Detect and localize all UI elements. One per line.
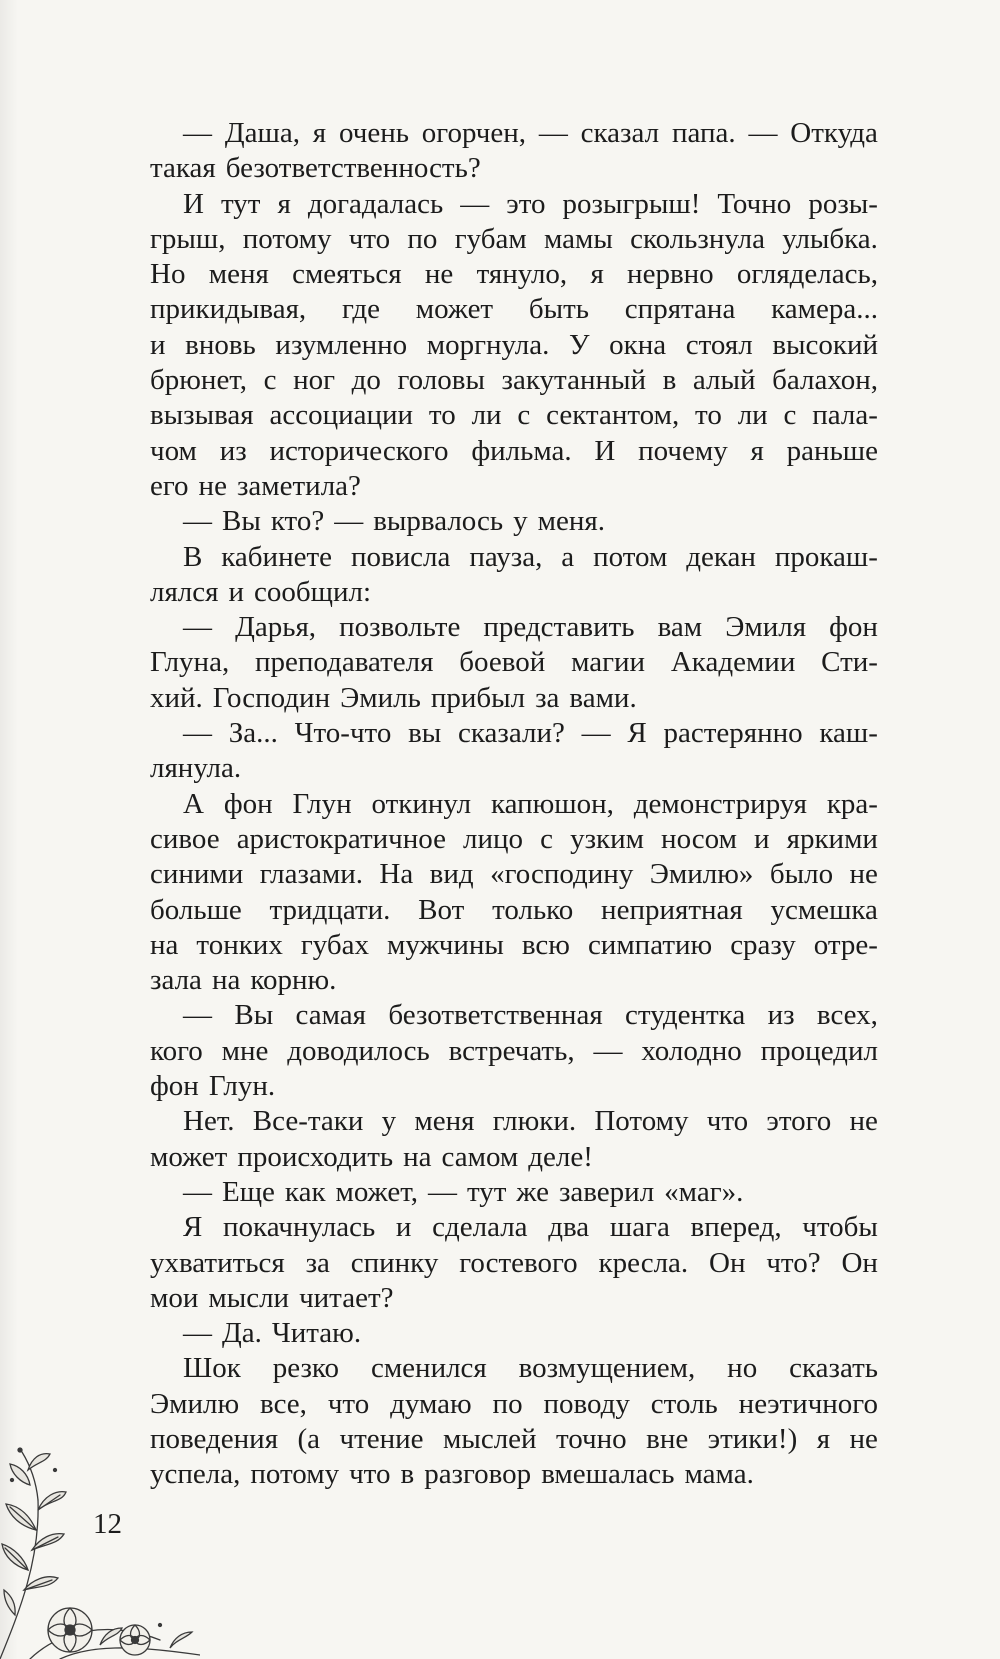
floral-ornament-icon	[0, 1440, 200, 1659]
text-line: — За... Что-что вы сказали? — Я растерянно каш-	[183, 717, 878, 750]
text-line: брюнет, с ног до головы закутанный в алый балахон,	[150, 364, 878, 397]
text-line: Эмилю все, что думаю по поводу столь неэтичного	[150, 1387, 878, 1420]
text-line: лянула.	[150, 752, 242, 785]
text-line: И тут я догадалась — это розыгрыш! Точно розы-	[183, 187, 878, 220]
text-line: А фон Глун откинул капюшон, демонстрируя кра-	[183, 787, 878, 820]
text-line: кого мне доводилось встречать, — холодно процедил	[150, 1034, 878, 1067]
text-line: может происходить на самом деле!	[150, 1140, 593, 1173]
text-line: фон Глун.	[150, 1070, 276, 1103]
text-line: на тонких губах мужчины всю симпатию сразу отре-	[150, 928, 878, 961]
text-line: — Даша, я очень огорчен, — сказал папа. — Откуда	[183, 117, 878, 149]
text-line: хий. Господин Эмиль прибыл за вами.	[150, 681, 637, 714]
text-line: Но меня смеяться не тянуло, я нервно огляделась,	[150, 258, 878, 291]
text-line: — Дарья, позвольте представить вам Эмиля фон	[183, 611, 878, 644]
text-line: — Вы самая безответственная студентка из всех,	[183, 999, 878, 1032]
text-line: Шок резко сменился возмущением, но сказать	[183, 1352, 878, 1385]
text-line: — Еще как может, — тут же заверил «маг».	[183, 1175, 744, 1208]
text-line: зала на корню.	[150, 964, 337, 997]
text-line: Нет. Все-таки у меня глюки. Потому что этого не	[183, 1105, 878, 1138]
text-line: — Вы кто? — вырвалось у меня.	[183, 505, 605, 538]
page-text	[150, 116, 878, 1493]
text-line: успела, потому что в разговор вмешалась мама.	[150, 1458, 754, 1491]
text-line: вызывая ассоциации то ли с сектантом, то ли с пала-	[150, 399, 878, 432]
text-line: лялся и сообщил:	[150, 575, 372, 608]
text-line: прикидывая, где может быть спрятана камера...	[150, 293, 878, 326]
text-line: В кабинете повисла пауза, а потом декан прокаш-	[183, 540, 878, 573]
text-line: Глуна, преподавателя боевой магии Академии Сти-	[150, 646, 878, 679]
text-line: Я покачнулась и сделала два шага вперед, чтобы	[183, 1211, 878, 1244]
text-line: ухватиться за спинку гостевого кресла. Он что? Он	[150, 1246, 878, 1279]
text-line: грыш, потому что по губам мамы скользнула улыбка.	[150, 222, 878, 255]
text-line: сивое аристократичное лицо с узким носом и яркими	[150, 822, 878, 855]
text-line: синими глазами. На вид «господину Эмилю» было не	[150, 858, 878, 891]
text-line: мои мысли читает?	[150, 1281, 394, 1314]
text-line: и вновь изумленно моргнула. У окна стоял высокий	[150, 328, 878, 361]
text-line: чом из исторического фильма. И почему я раньше	[150, 434, 878, 467]
text-line: больше тридцати. Вот только неприятная усмешка	[150, 893, 878, 926]
page-number: 12	[93, 1508, 122, 1540]
text-line: поведения (а чтение мыслей точно вне этики!) я не	[150, 1422, 878, 1455]
text-line: его не заметила?	[150, 469, 361, 502]
text-line: — Да. Читаю.	[183, 1317, 362, 1350]
text-line: такая безответственность?	[150, 152, 481, 185]
spine-shadow	[0, 0, 18, 1659]
